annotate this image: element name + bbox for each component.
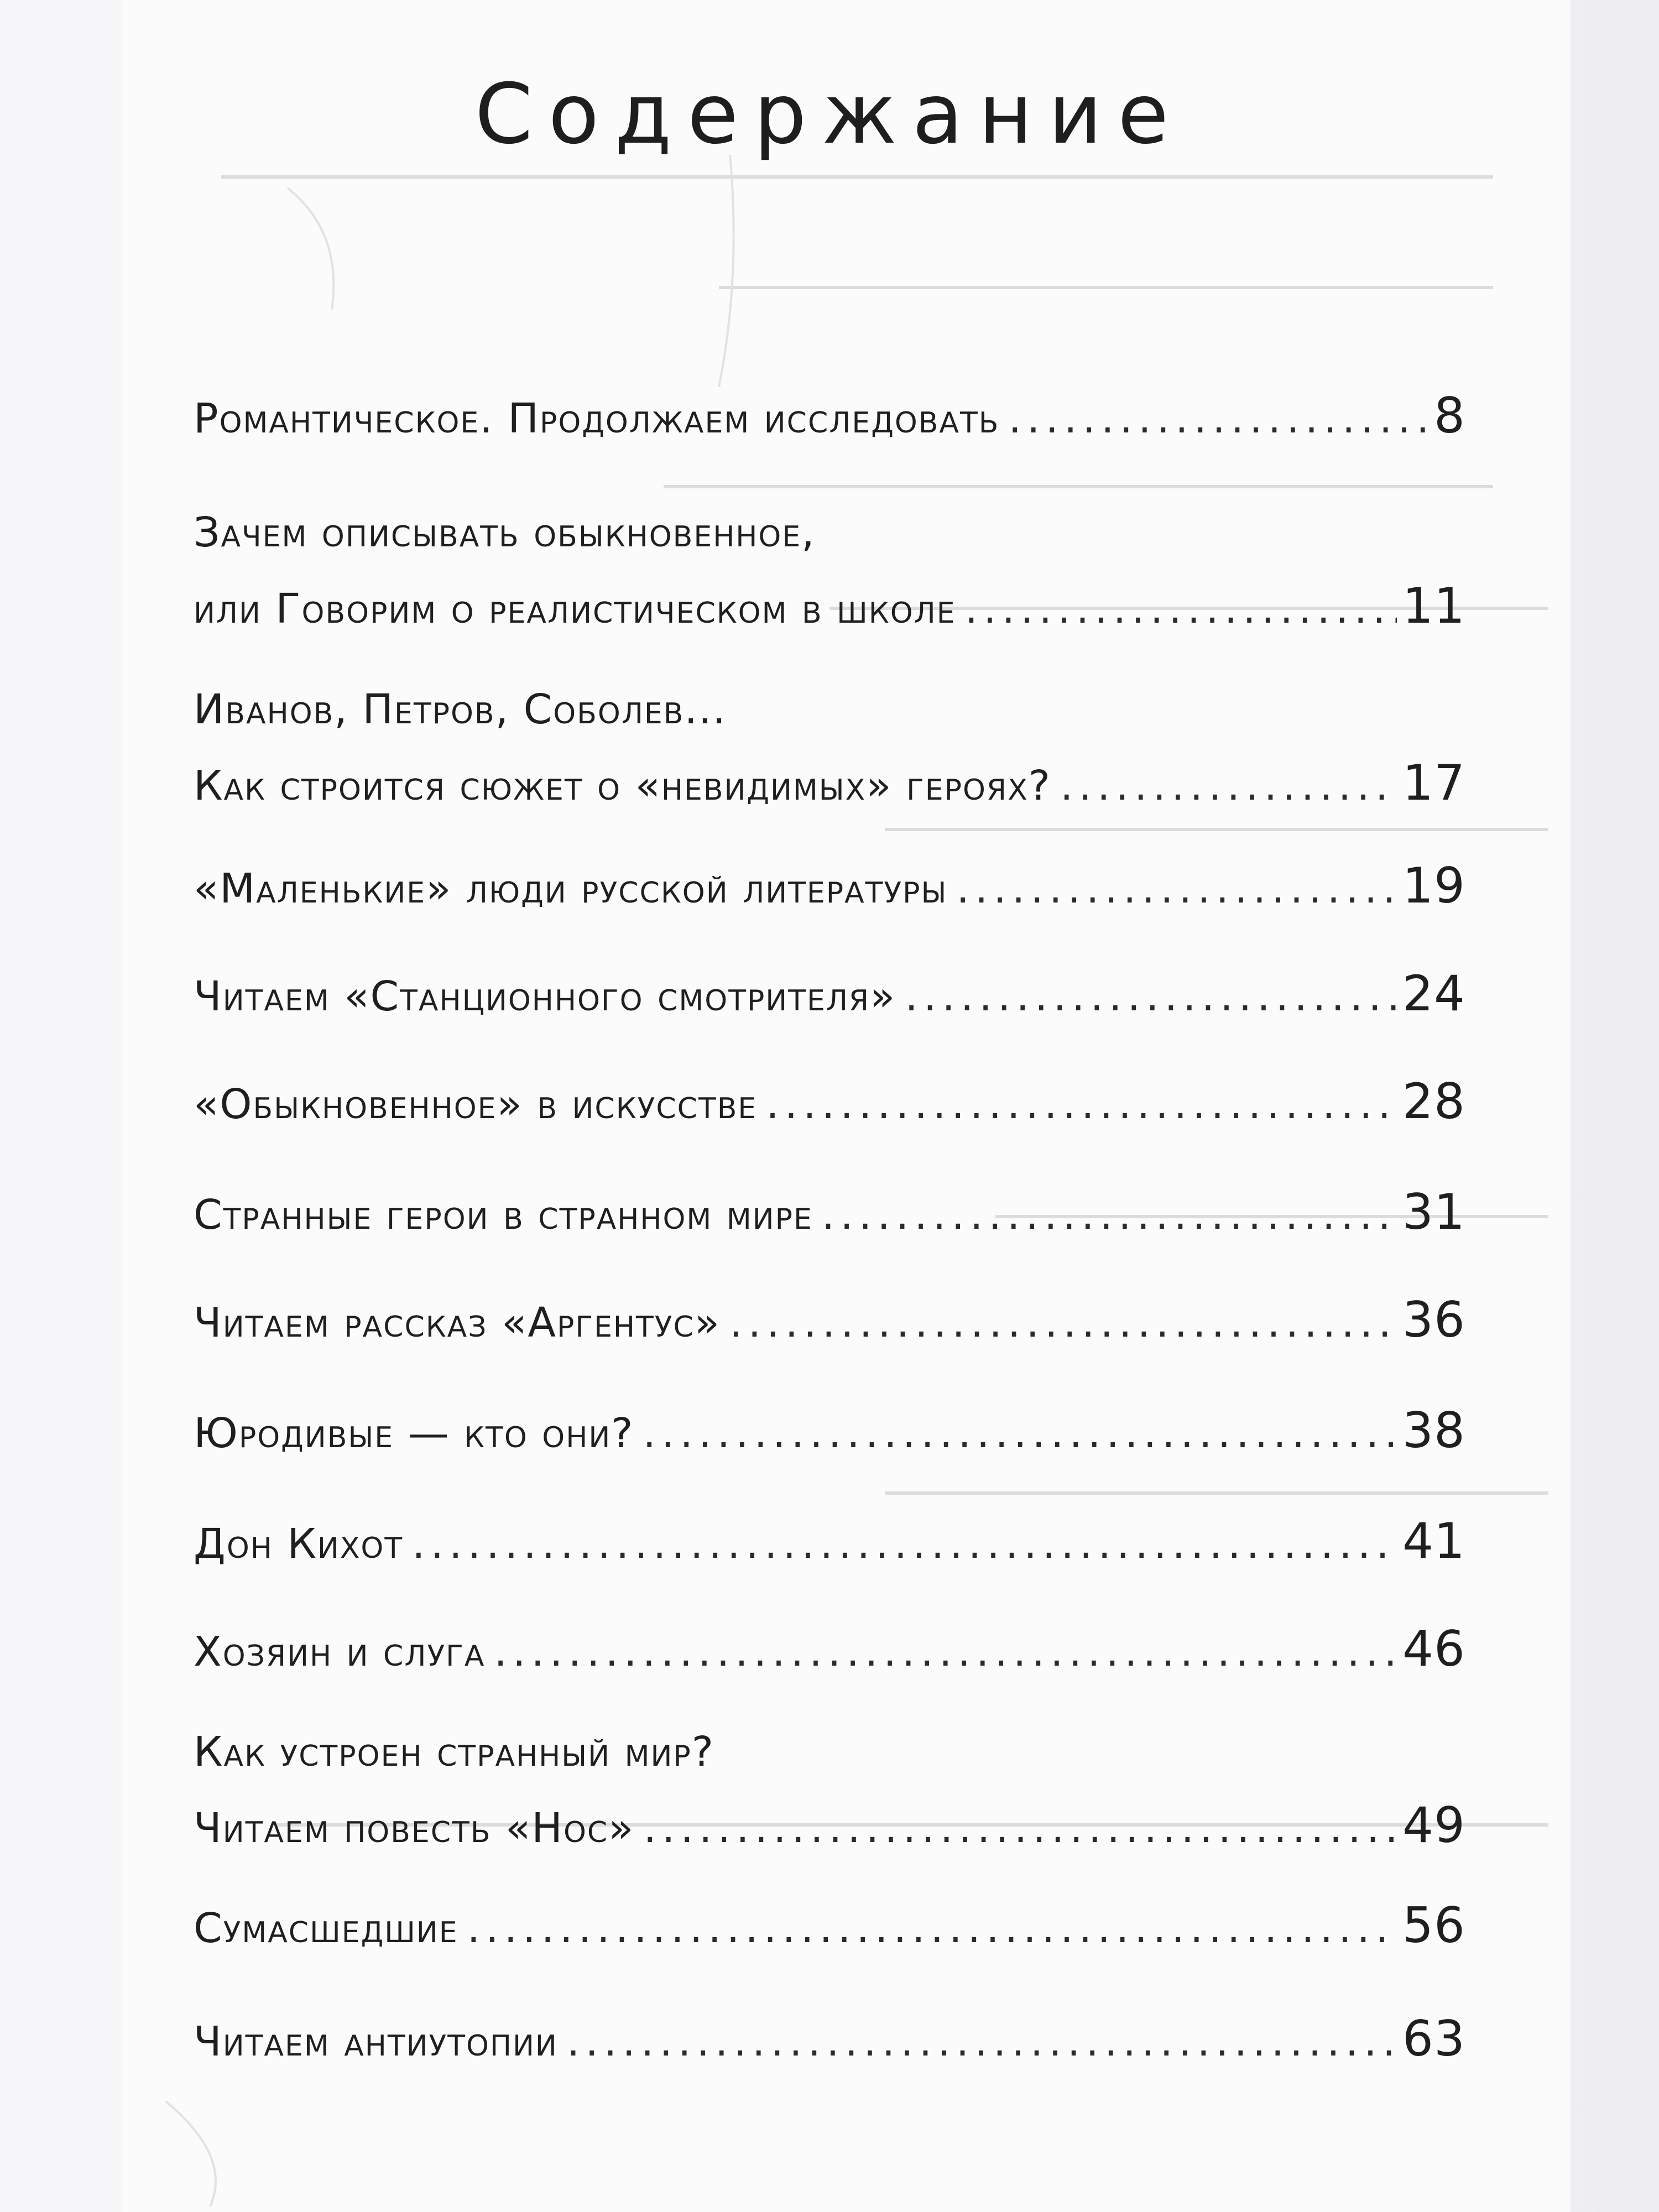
toc-entry	[194, 1183, 1465, 1252]
toc-entry	[194, 1291, 1465, 1360]
toc-line	[194, 1402, 1465, 1470]
toc-line	[194, 1073, 1465, 1141]
toc-entry	[194, 1073, 1465, 1141]
toc-entry-title: Странные герои в странном мире	[194, 1191, 813, 1239]
toc-page-number: 56	[1402, 1897, 1465, 1954]
toc-entry	[194, 686, 1465, 823]
toc-leader-dots	[412, 1520, 1397, 1568]
toc-entry	[194, 2010, 1465, 2079]
toc-line	[194, 1620, 1465, 1689]
toc-line	[194, 387, 1465, 456]
toc-leader-dots	[766, 1081, 1397, 1128]
toc-entry-title: Читаем повесть «Нос»	[194, 1804, 635, 1852]
toc-line	[194, 1291, 1465, 1360]
toc-leader-dots	[643, 1410, 1397, 1457]
toc-entry-title: Сумасшедшие	[194, 1905, 458, 1952]
toc-line	[194, 509, 1465, 577]
toc-page-number: 63	[1402, 2010, 1465, 2067]
toc-page-number: 8	[1434, 387, 1465, 444]
toc-line	[194, 1897, 1465, 1965]
toc-line	[194, 857, 1465, 926]
toc-leader-dots	[1060, 762, 1397, 810]
toc-page-number: 19	[1402, 857, 1465, 914]
toc-page-number: 36	[1402, 1291, 1465, 1348]
toc-page-number: 24	[1402, 965, 1465, 1022]
toc-entry-title: Как устроен странный мир?	[194, 1728, 714, 1776]
toc-entry	[194, 1728, 1465, 1865]
toc-entry-title: Читаем «Станционного смотрителя»	[194, 973, 896, 1020]
toc-leader-dots	[567, 2018, 1397, 2065]
toc-leader-dots	[956, 865, 1397, 912]
toc-line	[194, 577, 1465, 646]
toc-entry-title: Как строится сюжет о «невидимых» героях?	[194, 762, 1051, 810]
toc-entry-title: Читаем антиутопии	[194, 2018, 558, 2065]
toc-leader-dots	[643, 1804, 1397, 1852]
toc-entry-title: или Говорим о реалистическом в школе	[194, 585, 956, 633]
toc-entry	[194, 1620, 1465, 1689]
toc-entry-title: Зачем описывать обыкновенное,	[194, 509, 816, 556]
toc-line	[194, 1728, 1465, 1797]
toc-entry	[194, 965, 1465, 1034]
toc-leader-dots	[494, 1628, 1397, 1676]
toc-page-number: 28	[1402, 1073, 1465, 1130]
toc-entry-title: «Обыкновенное» в искусстве	[194, 1081, 758, 1128]
toc-entry	[194, 857, 1465, 926]
toc-page-number: 38	[1402, 1402, 1465, 1459]
toc-line	[194, 1183, 1465, 1252]
toc-entry	[194, 387, 1465, 456]
toc-leader-dots	[905, 973, 1397, 1020]
toc-page-number: 31	[1402, 1183, 1465, 1240]
table-of-contents	[194, 0, 1465, 2212]
toc-entry-title: Юродивые — кто они?	[194, 1410, 634, 1457]
toc-page-number: 41	[1402, 1512, 1465, 1569]
toc-leader-dots	[822, 1191, 1397, 1239]
toc-entry	[194, 1402, 1465, 1470]
toc-entry	[194, 1897, 1465, 1965]
toc-line	[194, 965, 1465, 1034]
toc-line	[194, 754, 1465, 823]
toc-entry-title: Иванов, Петров, Соболев...	[194, 686, 727, 733]
toc-leader-dots	[1008, 395, 1427, 442]
page-title: Содержание	[474, 66, 1185, 163]
toc-line	[194, 2010, 1465, 2079]
toc-entry-title: Хозяин и слуга	[194, 1628, 486, 1676]
toc-entry	[194, 1512, 1465, 1581]
toc-page-number: 46	[1402, 1620, 1465, 1677]
toc-line	[194, 1512, 1465, 1581]
toc-entry-title: Романтическое. Продолжаем исследовать	[194, 395, 1000, 442]
toc-entry	[194, 509, 1465, 646]
toc-line	[194, 1797, 1465, 1865]
toc-entry-title: «Маленькие» люди русской литературы	[194, 865, 948, 912]
toc-page-number: 17	[1402, 754, 1465, 811]
toc-page-number: 11	[1402, 577, 1465, 634]
toc-page-number: 49	[1402, 1797, 1465, 1854]
toc-leader-dots	[729, 1299, 1397, 1347]
toc-leader-dots	[467, 1905, 1397, 1952]
toc-leader-dots	[965, 585, 1397, 633]
toc-line	[194, 686, 1465, 754]
toc-entry-title: Дон Кихот	[194, 1520, 404, 1568]
toc-entry-title: Читаем рассказ «Аргентус»	[194, 1299, 721, 1347]
